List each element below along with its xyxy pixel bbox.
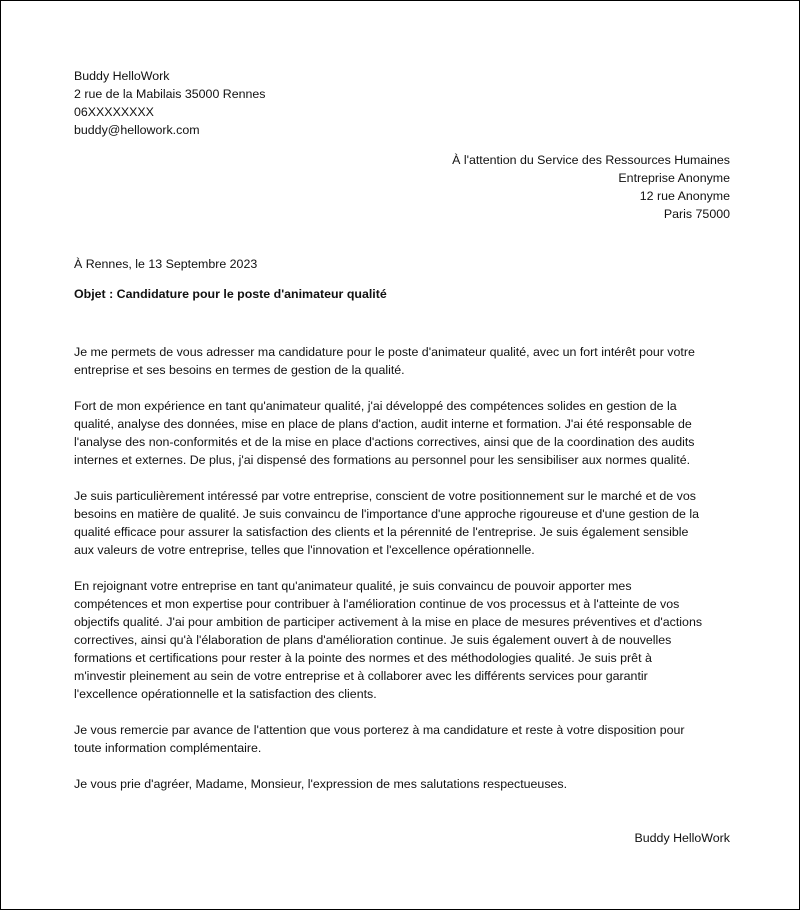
paragraph-line: En rejoignant votre entreprise en tant qu'animateur qualité, je suis convaincu de pouvoir apporter mes: [74, 579, 632, 593]
paragraph-line: l'analyse des non-conformités et de la mise en place d'actions correctives, ainsi que de la coordination des audits: [74, 435, 695, 449]
paragraph-contribution: [74, 577, 730, 703]
paragraph-thanks: [74, 721, 730, 757]
recipient-company: Entreprise Anonyme: [618, 171, 730, 185]
paragraph-line: l'excellence opérationnelle et la satisfaction des clients.: [74, 687, 377, 701]
recipient-city: Paris 75000: [663, 207, 730, 221]
paragraph-line: qualité efficace pour assurer la satisfaction des clients et la pérennité de l'entreprise. Je suis également sensible: [74, 525, 689, 539]
paragraph-line: compétences et mon expertise pour contribuer à l'amélioration continue de vos processus et à l'atteinte de vos: [74, 597, 680, 611]
paragraph-line: Je me permets de vous adresser ma candidature pour le poste d'animateur qualité, avec un fort intérêt pour votre: [74, 345, 695, 359]
sender-name: Buddy HelloWork: [74, 69, 170, 83]
paragraph-closing: [74, 775, 730, 793]
paragraph-line: toute information complémentaire.: [74, 741, 262, 755]
paragraph-line: aux valeurs de votre entreprise, telles que l'innovation et l'excellence opérationnelle.: [74, 543, 535, 557]
paragraph-line: formations et certifications pour rester à la pointe des normes et des méthodologies qualité. Je suis prêt à: [74, 651, 652, 665]
paragraph-motivation: [74, 487, 730, 559]
paragraph-line: m'investir pleinement au sein de votre entreprise et à collaborer avec les différents services pour garantir: [74, 669, 648, 683]
recipient-street: 12 rue Anonyme: [639, 189, 730, 203]
paragraph-line: correctives, ainsi qu'à l'élaboration de plans d'amélioration continue. Je suis également ouvert à de nouvelles: [74, 633, 672, 647]
sender-address: 2 rue de la Mabilais 35000 Rennes: [74, 87, 266, 101]
paragraph-line: Je suis particulièrement intéressé par votre entreprise, conscient de votre positionnement sur le marché et de vos: [74, 489, 696, 503]
sender-email: buddy@hellowork.com: [74, 123, 200, 137]
recipient-block: [74, 151, 730, 223]
sender-block: [74, 67, 730, 139]
paragraph-introduction: [74, 343, 730, 379]
sender-phone: 06XXXXXXXX: [74, 105, 154, 119]
paragraph-line: internes et externes. De plus, j'ai dispensé des formations au personnel pour les sensibiliser aux normes qualité.: [74, 453, 691, 467]
paragraph-line: objectifs qualité. J'ai pour ambition de participer activement à la mise en place de mesures préventives et d'actions: [74, 615, 703, 629]
paragraph-experience: [74, 397, 730, 469]
paragraph-line: Je vous remercie par avance de l'attention que vous porterez à ma candidature et reste à votre disposition pour: [74, 723, 685, 737]
signature-block: [74, 829, 730, 847]
paragraph-line: Fort de mon expérience en tant qu'animateur qualité, j'ai développé des compétences solides en gestion de la: [74, 399, 677, 413]
date-text: À Rennes, le 13 Septembre 2023: [74, 257, 258, 271]
letter-subject: [74, 285, 730, 303]
signature-name: Buddy HelloWork: [634, 831, 730, 845]
paragraph-line: entreprise et ses besoins en termes de gestion de la qualité.: [74, 363, 405, 377]
paragraph-line: Je vous prie d'agréer, Madame, Monsieur, l'expression de mes salutations respectueuses.: [74, 777, 568, 791]
recipient-attention: À l'attention du Service des Ressources Humaines: [452, 153, 730, 167]
letter-date: [74, 255, 730, 273]
subject-text: Objet : Candidature pour le poste d'animateur qualité: [74, 287, 387, 301]
paragraph-line: besoins en matière de qualité. Je suis convaincu de l'importance d'une approche rigoureuse et d'une gestion de la: [74, 507, 699, 521]
paragraph-line: qualité, analyse des données, mise en place de plans d'action, audit interne et formation. J'ai été responsable de: [74, 417, 692, 431]
